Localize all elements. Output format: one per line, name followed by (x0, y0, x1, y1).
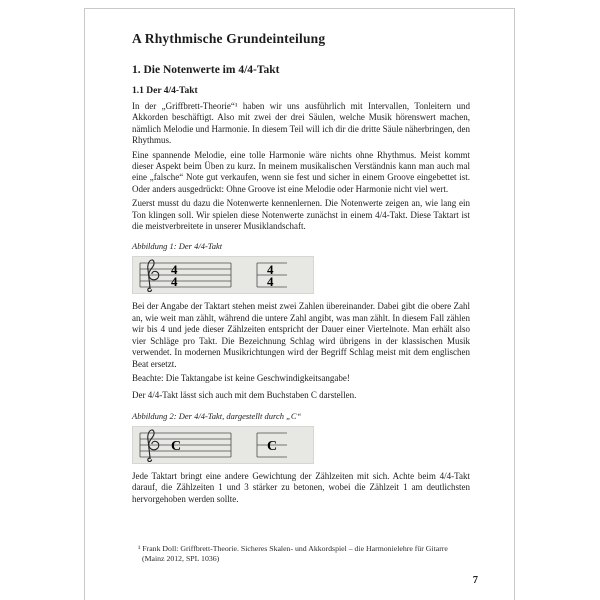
staff-lines (140, 433, 231, 457)
page-number: 7 (472, 575, 478, 586)
note-taktangabe: Beachte: Die Taktangabe ist keine Geschwindigkeitsangabe! (132, 372, 350, 383)
book-page (84, 8, 515, 600)
fragment-time-top: 4 (267, 262, 274, 278)
figure-1-caption: Abbildung 1: Der 4/4-Takt (132, 241, 223, 252)
time-signature-bottom: 4 (171, 274, 178, 290)
fragment-common-time-symbol: C (267, 438, 278, 454)
staff-4-4-figure (135, 258, 311, 292)
subsection-heading: 1.1 Der 4/4-Takt (132, 86, 198, 96)
paragraph-c-darstellung: Der 4/4-Takt lässt sich auch mit dem Buchstaben C darstellen. (132, 390, 357, 401)
chapter-title: A Rhythmische Grundeinteilung (132, 31, 326, 46)
common-time-symbol: C (171, 438, 182, 454)
paragraph-taktart: Bei der Angabe der Taktart stehen meist zwei Zahlen übereinander. Dabei gibt die obere Zahl an, wie weit man zählt, während die untere Zahl angibt, was man zählt. In diesem Fall zählen wir bis 4 und jede dieser Zählzeiten entspricht der Dauer einer Viertelnote. Man erhält also vier Schläge pro Takt. Die Bezeichnung Schlag wird übrigens in der klassischen Musik verwendet. In modernen Musikrichtungen wird der Begriff Schlag meist mit dem englischen Beat ersetzt. (132, 301, 470, 369)
page-content (132, 31, 470, 508)
footnote: ¹ Frank Doll: Griffbrett-Theorie. Sicheres Skalen- und Akkordspiel – die Harmonielehre für Gitarre (Mainz 2012, SPL 1036) (138, 544, 448, 563)
figure-2 (132, 411, 470, 464)
staff-lines (140, 263, 231, 290)
time-signature-top: 4 (171, 262, 178, 278)
paragraph-notenwerte: Zuerst musst du dazu die Notenwerte kennenlernen. Die Notenwerte zeigen an, wie lang ein Ton klingen soll. Wir spielen diese Notenwerte zunächst in einem 4/4-Takt. Diese Taktart ist die meistverbreitete in unserer Musiklandschaft. (132, 198, 470, 232)
staff-c-figure (135, 428, 311, 462)
paragraph-gewichtung: Jede Taktart bringt eine andere Gewichtung der Zählzeiten mit sich. Achte beim 4/4-Takt darauf, die Zählzeiten 1 und 3 stärker zu betonen, wobei die Zählzeit 1 am deutlichsten hervorgehoben werden sollte. (132, 470, 470, 504)
figure-2-caption: Abbildung 2: Der 4/4-Takt, dargestellt durch „C“ (132, 410, 302, 421)
figure-2-notation-box (132, 426, 314, 464)
figure-1-notation-box (132, 256, 314, 294)
paragraph-intro: In der „Griffbrett-Theorie“¹ haben wir uns ausführlich mit Intervallen, Tonleitern und Akkorden beschäftigt. Also mit zwei der drei Säulen, welche Musik hörenswert machen, nämlich Melodie und Harmonie. In diesem Teil will ich dir die dritte Säule näherbringen, den Rhythmus. (132, 101, 470, 146)
paragraph-groove: Eine spannende Melodie, eine tolle Harmonie wäre nichts ohne Rhythmus. Meist kommt dieser Aspekt beim Üben zu kurz. In meinem musikalischen Verständnis kann man auch mal eine „falsche“ Note gut verkaufen, wenn sie fest und sicher in einem Groove eingebettet ist. Oder anders ausgedrückt: Ohne Groove ist eine Melodie oder Harmonie nicht viel wert. (132, 149, 470, 194)
figure-1 (132, 241, 470, 294)
section-heading: 1. Die Notenwerte im 4/4-Takt (132, 64, 280, 76)
fragment-time-bottom: 4 (267, 274, 274, 290)
